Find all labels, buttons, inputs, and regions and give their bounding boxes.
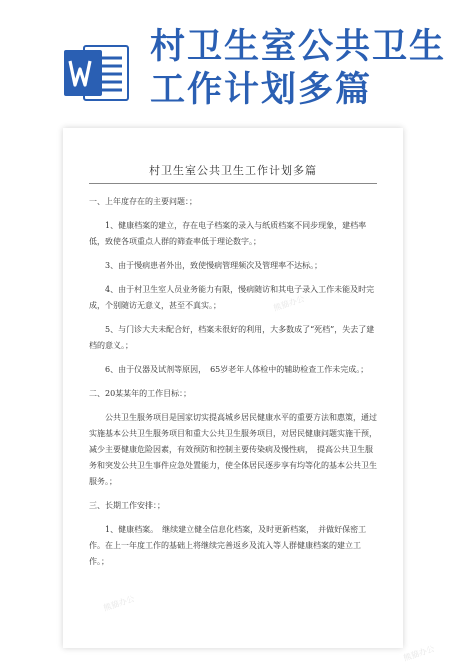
document-body [89,194,377,578]
paragraph-item-5: 5、与门诊大夫未配合好，档案未很好的利用，大多数成了“死档”，失去了建档的意义。； [89,325,375,350]
section-heading-goals: 二、20某某年的工作目标：； [89,389,192,398]
document-page [63,128,436,663]
document-title: 村卫生室公共卫生工作计划多篇 [149,164,317,177]
paragraph-item-1: 1、健康档案的建立，存在电子档案的录入与纸质档案不同步现象，建档率低，致使各项重点人群的筛查率低于理论数字。； [89,221,367,246]
watermark: 熊猫办公 [102,594,136,613]
paragraph-item-4: 4、由于村卫生室人员业务能力有限，慢病随访和其电子录入工作未能及时完成，个别随访无意义，甚至不真实。； [89,285,375,310]
page-title-line-1: 村卫生室公共卫生 [150,27,447,67]
section-heading-problems: 一、上年度存在的主要问题：； [89,197,197,206]
paragraph-item-6: 6、由于仪器及试剂等原因， 65岁老年人体检中的辅助检查工作未完成。； [105,365,369,374]
watermark: 熊猫办公 [402,644,436,663]
section-heading-long-term: 三、长期工作安排：； [89,501,165,510]
page-title-line-2: 工作计划多篇 [150,70,373,110]
paragraph-item-3: 3、由于慢病患者外出，致使慢病管理频次及管理率不达标。； [105,261,323,270]
paragraph-health-records: 1、健康档案。 继续建立健全信息化档案，及时更新档案， 并做好保密工作。在上一年度工作的基础上将继续完善返乡及流入等人群健康档案的建立工作。； [89,525,367,566]
title-divider [89,183,377,184]
watermark: 熊猫办公 [272,294,306,313]
page-header [0,0,474,130]
paragraph-goals-body: 公共卫生服务项目是国家切实提高城乡居民健康水平的重要方法和惠策，通过实施基本公共卫生服务项目和重大公共卫生服务项目，对居民健康问题实施干预，减少主要健康危险因素，有效预防和控制主要传染病及慢性病， 提高公共卫生服务和突发公共卫生事件应急处置能力，使全体居民逐步享有均等化的基本公共卫生服务。； [89,413,377,486]
word-document-icon [62,40,132,106]
